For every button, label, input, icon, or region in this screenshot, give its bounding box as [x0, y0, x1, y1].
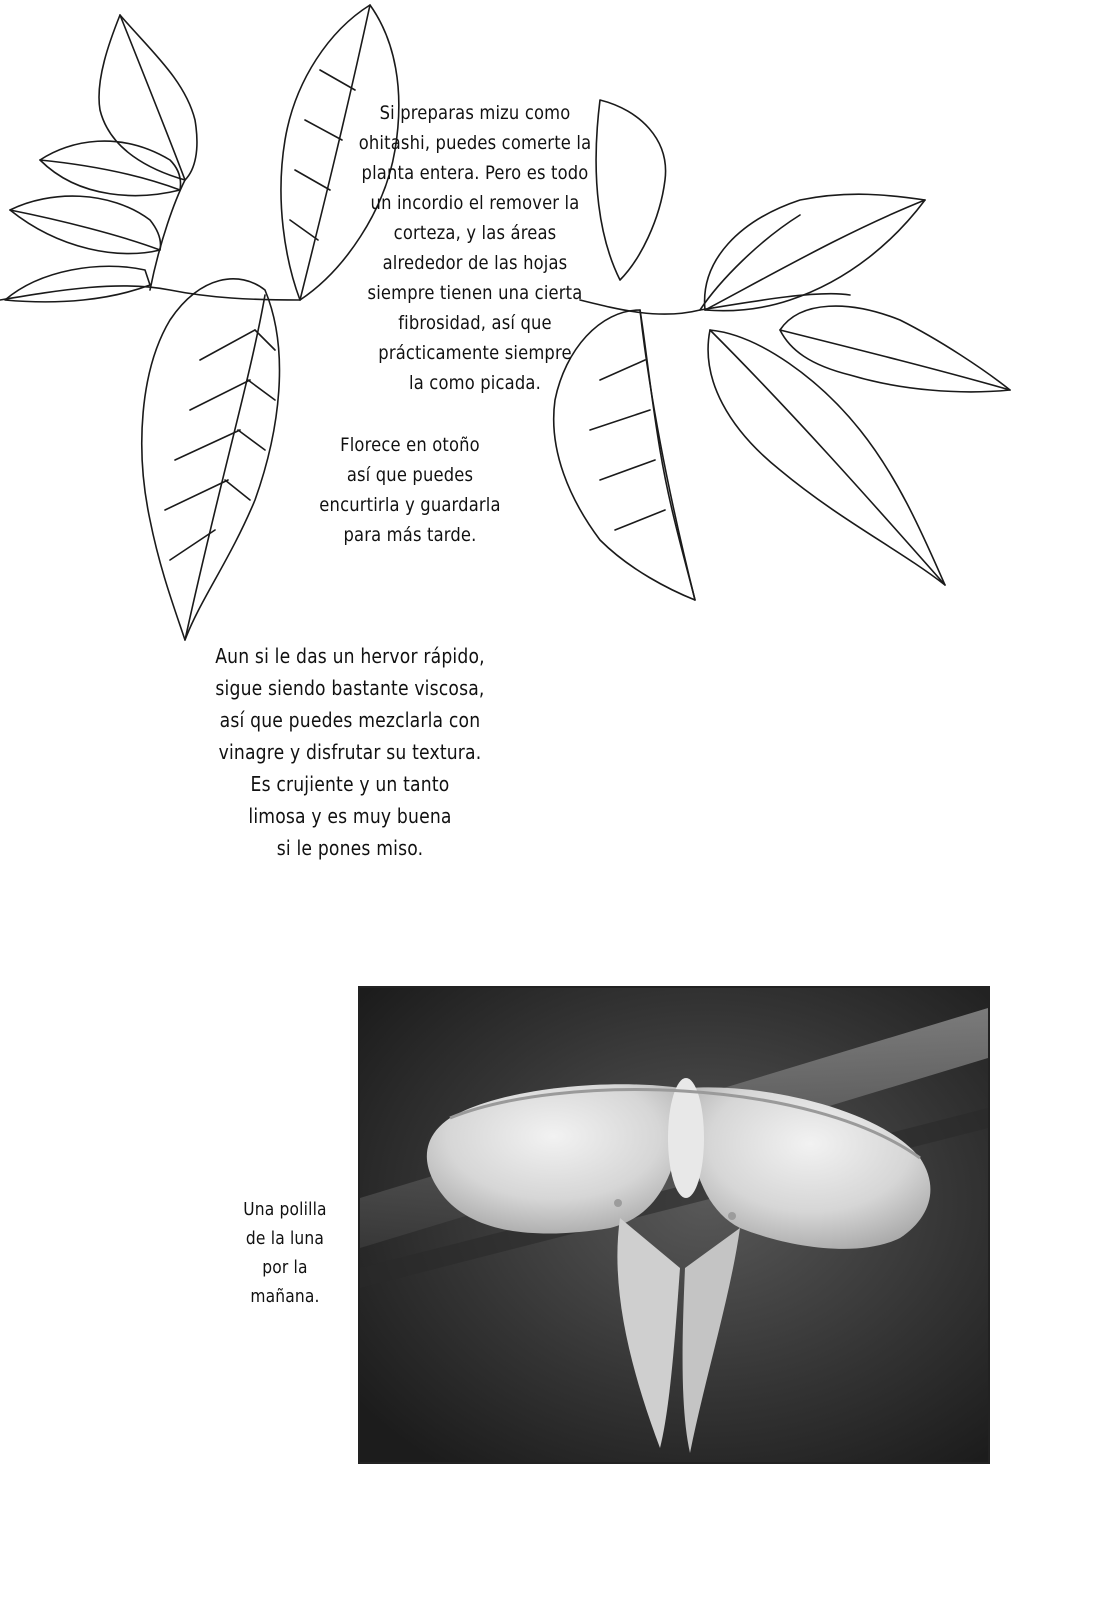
leaf-left	[10, 196, 161, 254]
leaf-top-left-1	[99, 15, 197, 180]
luna-moth-photo	[358, 986, 990, 1464]
text-block-blooming: Florece en otoño así que puedes encurtirla y guardarla para más tarde.	[319, 434, 501, 546]
moth-body	[668, 1078, 704, 1198]
leaf-upper-right	[596, 100, 665, 280]
leaf-left-lower	[5, 266, 150, 302]
stem-upper-left	[150, 180, 185, 290]
leaf-top-left-2	[40, 141, 181, 195]
photo-caption: Una polilla de la luna por la mañana.	[243, 1199, 327, 1307]
text-block-boiling: Aun si le das un hervor rápido, sigue siendo bastante viscosa, así que puedes mezclarla con vinagre y disfrutar su textura. Es crujiente y un tanto limosa y es muy buena si le pones miso.	[215, 644, 485, 860]
text-block-mizu-preparation: Si preparas mizu como ohitashi, puedes comerte la planta entera. Pero es todo un incordio el remover la corteza, y las áreas alrededor de las hojas siempre tienen una cierta fibrosidad, así que prácticamente siempre la como picada.	[358, 102, 592, 394]
leaf-right-middle	[780, 306, 1010, 392]
